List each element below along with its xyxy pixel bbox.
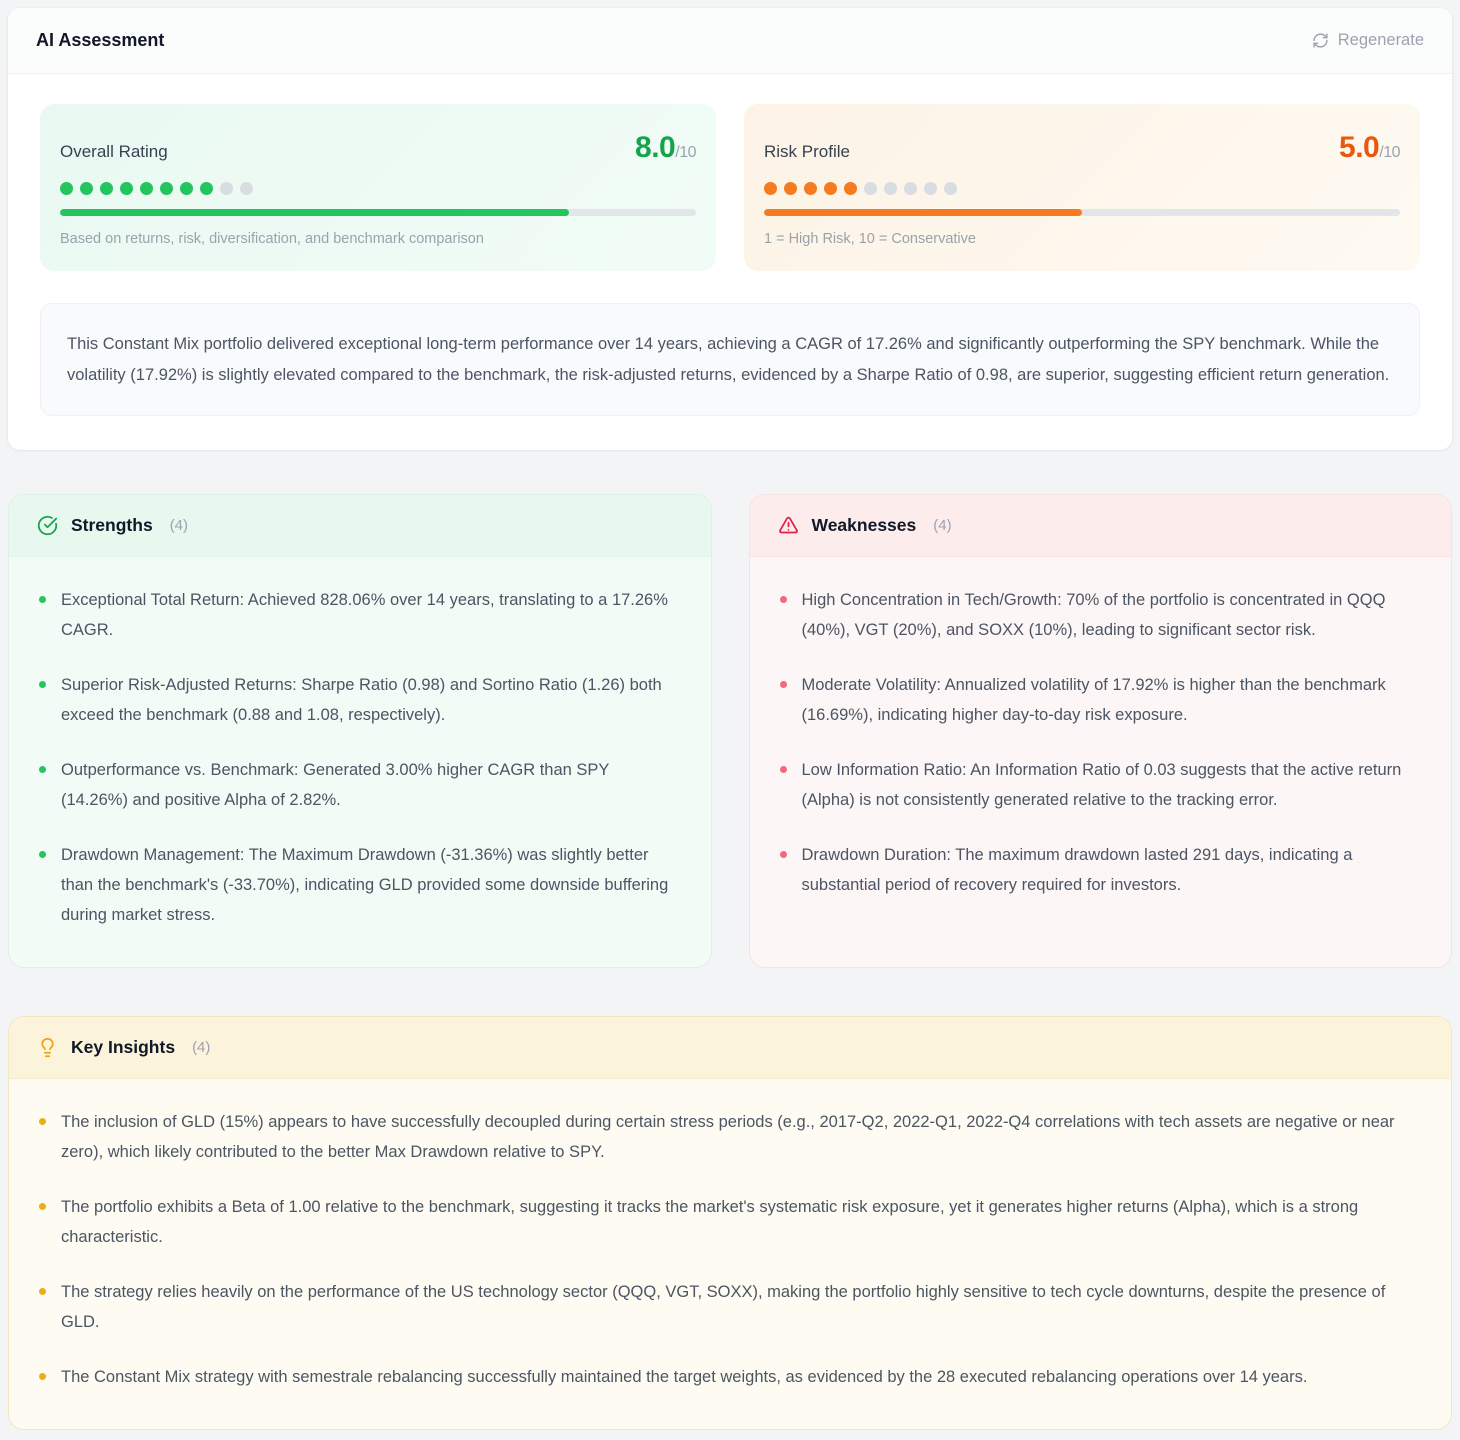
ai-summary-text: This Constant Mix portfolio delivered exceptional long-term performance over 14 years, achieving a CAGR of 17.26% and significantly outperforming the SPY benchmark. While the volatility (17.92%) is slightly elevated compared to the benchmark, the risk-adjusted returns, evidenced by a Sharpe Ratio of 0.98, are superior, suggesting efficient return generation. — [40, 303, 1420, 416]
overall-rating-dots — [60, 182, 696, 195]
bullet-dot-icon — [39, 1203, 46, 1210]
strengths-card — [8, 494, 712, 968]
list-item-text: Exceptional Total Return: Achieved 828.06% over 14 years, translating to a 17.26% CAGR. — [61, 591, 668, 640]
list-item — [780, 755, 1422, 815]
risk-profile-value: 5.0/10 — [1339, 131, 1400, 164]
bullet-dot-icon — [39, 596, 46, 603]
lightbulb-icon — [37, 1037, 58, 1058]
bullet-dot-icon — [780, 681, 787, 688]
rating-dot — [200, 182, 213, 195]
strengths-title: Strengths — [71, 515, 153, 536]
list-item-text: Drawdown Duration: The maximum drawdown lasted 291 days, indicating a substantial period of recovery required for investors. — [801, 846, 1353, 895]
key-insights-count: (4) — [192, 1039, 211, 1057]
rating-dot — [80, 182, 93, 195]
rating-dot — [904, 182, 917, 195]
strengths-weaknesses-row — [8, 494, 1452, 968]
list-item — [39, 1362, 1421, 1392]
list-item — [39, 840, 681, 930]
rating-dot — [100, 182, 113, 195]
bullet-dot-icon — [39, 681, 46, 688]
list-item-text: The portfolio exhibits a Beta of 1.00 relative to the benchmark, suggesting it tracks the market's systematic risk exposure, yet it generates higher returns (Alpha), which is a strong characteristic. — [61, 1198, 1359, 1247]
list-item — [39, 1107, 1421, 1167]
rating-dot — [120, 182, 133, 195]
list-item — [780, 840, 1422, 900]
overall-rating-progressbar — [60, 209, 696, 216]
list-item-text: Outperformance vs. Benchmark: Generated 3.00% higher CAGR than SPY (14.26%) and positive Alpha of 2.82%. — [61, 761, 610, 810]
risk-profile-max: /10 — [1379, 144, 1400, 161]
bullet-dot-icon — [39, 851, 46, 858]
rating-dot — [60, 182, 73, 195]
key-insights-list — [9, 1079, 1451, 1429]
overall-rating-max: /10 — [675, 144, 696, 161]
ai-assessment-panel — [8, 8, 1452, 450]
rating-dot — [944, 182, 957, 195]
rating-dot — [804, 182, 817, 195]
overall-rating-caption: Based on returns, risk, diversification, and benchmark comparison — [60, 231, 484, 247]
list-item — [780, 585, 1422, 645]
refresh-icon — [1312, 32, 1329, 49]
rating-dot — [240, 182, 253, 195]
overall-rating-label: Overall Rating — [60, 142, 168, 161]
weaknesses-header — [750, 495, 1452, 557]
bullet-dot-icon — [780, 596, 787, 603]
rating-dot — [824, 182, 837, 195]
rating-dot — [784, 182, 797, 195]
panel-header — [8, 8, 1452, 74]
overall-rating-card — [40, 104, 716, 271]
regenerate-label: Regenerate — [1337, 31, 1424, 49]
list-item — [39, 670, 681, 730]
list-item — [39, 585, 681, 645]
overall-rating-value: 8.0/10 — [635, 131, 696, 164]
rating-dot — [764, 182, 777, 195]
list-item-text: The Constant Mix strategy with semestrale rebalancing successfully maintained the target weights, as evidenced by the 28 executed rebalancing operations over 14 years. — [61, 1368, 1308, 1387]
strengths-list — [9, 557, 711, 967]
list-item — [39, 755, 681, 815]
risk-profile-progress-fill — [764, 209, 1082, 216]
weaknesses-list — [750, 557, 1452, 937]
weaknesses-title: Weaknesses — [811, 515, 917, 536]
strengths-header — [9, 495, 711, 557]
weaknesses-card — [749, 494, 1453, 968]
score-cards-row — [40, 104, 1420, 271]
risk-profile-header — [764, 131, 1400, 165]
list-item-text: Drawdown Management: The Maximum Drawdown (-31.36%) was slightly better than the benchmark's (-33.70%), indicating GLD provided some downside buffering during market stress. — [61, 846, 669, 925]
risk-profile-caption: 1 = High Risk, 10 = Conservative — [764, 231, 976, 247]
list-item — [39, 1277, 1421, 1337]
risk-profile-card — [744, 104, 1420, 271]
weaknesses-count: (4) — [933, 517, 952, 535]
bullet-dot-icon — [39, 766, 46, 773]
bullet-dot-icon — [39, 1288, 46, 1295]
overall-rating-header — [60, 131, 696, 165]
rating-dot — [180, 182, 193, 195]
list-item-text: Moderate Volatility: Annualized volatility of 17.92% is higher than the benchmark (16.69%), indicating higher day-to-day risk exposure. — [801, 676, 1386, 725]
rating-dot — [884, 182, 897, 195]
bullet-dot-icon — [780, 851, 787, 858]
warning-triangle-icon — [778, 515, 799, 536]
rating-dot — [864, 182, 877, 195]
regenerate-button[interactable] — [1312, 31, 1424, 50]
bullet-dot-icon — [39, 1373, 46, 1380]
list-item-text: High Concentration in Tech/Growth: 70% of the portfolio is concentrated in QQQ (40%), VGT (20%), and SOXX (10%), leading to significant sector risk. — [801, 591, 1386, 640]
key-insights-title: Key Insights — [71, 1037, 176, 1058]
panel-body — [8, 74, 1452, 450]
risk-profile-label: Risk Profile — [764, 142, 850, 161]
page-title: AI Assessment — [36, 30, 165, 50]
risk-profile-progressbar — [764, 209, 1400, 216]
list-item-text: Superior Risk-Adjusted Returns: Sharpe Ratio (0.98) and Sortino Ratio (1.26) both exceed the benchmark (0.88 and 1.08, respectively). — [61, 676, 662, 725]
overall-rating-progress-fill — [60, 209, 569, 216]
key-insights-card — [8, 1016, 1452, 1430]
rating-dot — [160, 182, 173, 195]
list-item-text: Low Information Ratio: An Information Ratio of 0.03 suggests that the active return (Alpha) is not consistently generated relative to the tracking error. — [801, 761, 1402, 810]
bullet-dot-icon — [780, 766, 787, 773]
risk-profile-dots — [764, 182, 1400, 195]
strengths-count: (4) — [169, 517, 189, 535]
rating-dot — [220, 182, 233, 195]
rating-dot — [140, 182, 153, 195]
rating-dot — [844, 182, 857, 195]
list-item-text: The inclusion of GLD (15%) appears to have successfully decoupled during certain stress periods (e.g., 2017-Q2, 2022-Q1, 2022-Q4 correlations with tech assets are negative or near zero), which likely contributed to the better Max Drawdown relative to SPY. — [61, 1113, 1395, 1162]
key-insights-header — [9, 1017, 1451, 1079]
bullet-dot-icon — [39, 1118, 46, 1125]
list-item — [39, 1192, 1421, 1252]
check-circle-icon — [37, 515, 58, 536]
list-item-text: The strategy relies heavily on the performance of the US technology sector (QQQ, VGT, SOXX), making the portfolio highly sensitive to tech cycle downturns, despite the presence of GLD. — [61, 1283, 1386, 1332]
list-item — [780, 670, 1422, 730]
rating-dot — [924, 182, 937, 195]
